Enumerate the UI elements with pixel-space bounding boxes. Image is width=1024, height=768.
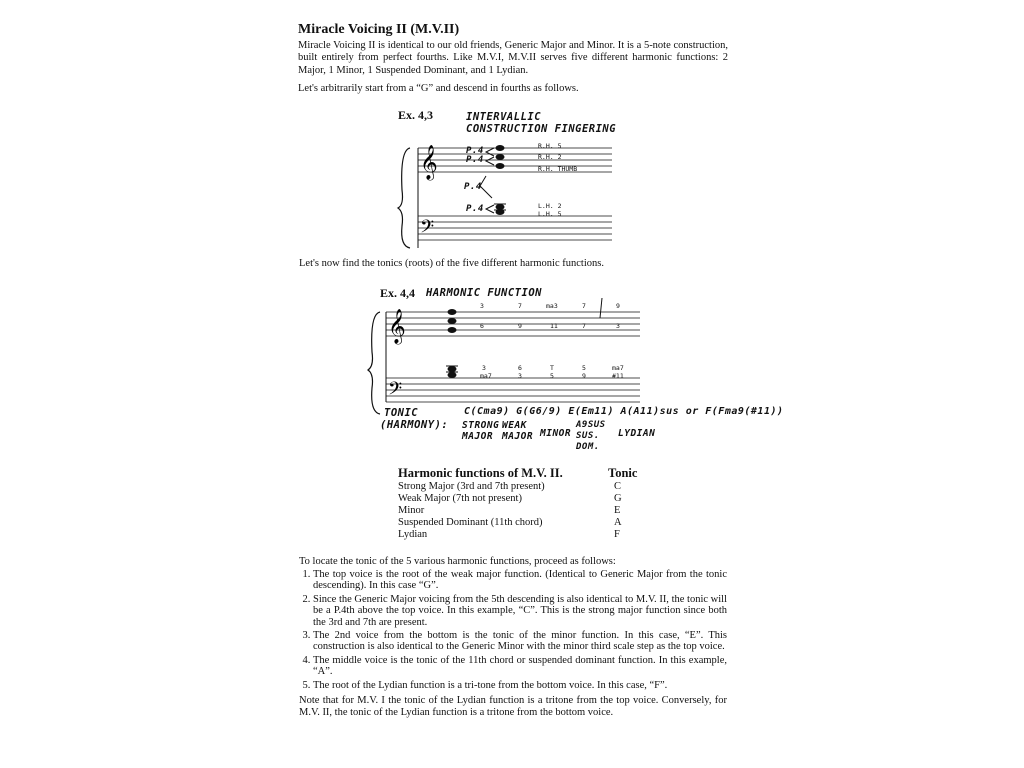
- function-type: MINOR: [540, 428, 572, 439]
- lower-mark-bottom: 3: [518, 372, 522, 380]
- table-row: [398, 517, 648, 529]
- tonic-label: TONIC: [384, 407, 419, 419]
- list-item: 5. The root of the Lydian function is a tri-tone from the bottom voice. In this case, “F”.: [313, 680, 727, 691]
- bass-clef-icon: 𝄢: [420, 217, 435, 242]
- example-intro-paragraph: Let's arbitrarily start from a “G” and descend in fourths as follows.: [298, 83, 579, 95]
- tonic-column-header: Tonic: [608, 466, 638, 480]
- table-title: Harmonic functions of M.V. II.: [398, 466, 563, 480]
- fingering-label: R.H. 2: [538, 153, 562, 161]
- upper-mark-top: 9: [616, 302, 620, 310]
- interval-label: P.4: [466, 146, 484, 156]
- note-head: [448, 366, 457, 372]
- example-4-3-label: Ex. 4,3: [398, 108, 434, 122]
- interval-label: P.4: [464, 182, 482, 192]
- note-head: [448, 372, 457, 378]
- fingering-label: L.H. 2: [538, 202, 562, 210]
- lower-mark-bottom: ma7: [480, 372, 492, 380]
- upper-mark-top: 7: [518, 302, 522, 310]
- lower-mark-bottom: 9: [582, 372, 586, 380]
- list-item: 3. The 2nd voice from the bottom is the tonic of the minor function. In this case, “E”. This construction is also identical to the Generic Minor with the minor third scale step as the top voice.: [313, 630, 727, 653]
- function-type: LYDIAN: [618, 428, 656, 439]
- function-cell: Strong Major (3rd and 7th present): [398, 481, 545, 492]
- list-item: 4. The middle voice is the tonic of the 11th chord or suspended dominant function. In this example, “A”.: [313, 655, 727, 678]
- interval-label: P.4: [466, 204, 484, 214]
- table-header: [398, 466, 648, 481]
- lower-mark-bottom: #11: [612, 372, 624, 380]
- lower-mark-top: ma7: [612, 364, 624, 372]
- note-head: [448, 309, 457, 315]
- upper-mark-top: ma3: [546, 302, 558, 310]
- tonic-cell: E: [614, 505, 621, 516]
- fingering-label: R.H. 5: [538, 142, 562, 150]
- lower-mark-top: T: [550, 364, 554, 372]
- table-row: [398, 481, 648, 493]
- lower-mark-bottom: 5: [550, 372, 554, 380]
- upper-mark-bottom: 3: [616, 322, 620, 330]
- upper-mark-bottom: 6: [480, 322, 484, 330]
- intro-paragraph: Miracle Voicing II is identical to our old friends, Generic Major and Minor. It is a 5-note construction, built entirely from perfect fourths. Like M.V.I, M.V.II serves five different harmonic functions: 2 Major, 1 Minor, 1 Suspended Dominant, and 1 Lydian.: [298, 40, 728, 76]
- closing-note: Note that for M.V. I the tonic of the Lydian function is a tritone from the top voice. Conversely, for M.V. II, the tonic of the Lydian function is a tritone from the bottom voice.: [299, 695, 727, 719]
- fingering-label: L.H. 5: [538, 210, 562, 218]
- function-type: WEAK MAJOR: [502, 420, 534, 442]
- table-row: [398, 529, 648, 541]
- lower-mark-top: 5: [582, 364, 586, 372]
- table-row: [398, 493, 648, 505]
- interval-label: P.4: [466, 155, 484, 165]
- ex44-heading: HARMONIC FUNCTION: [426, 287, 542, 299]
- table-row: [398, 505, 648, 517]
- function-type: STRONG MAJOR: [462, 420, 500, 442]
- example-4-4-label: Ex. 4,4: [380, 286, 416, 300]
- list-item: 2. Since the Generic Major voicing from the 5th descending is also identical to M.V. II, the tonic will be a P.4th above the top voice. In this example, “C”. This is the strong major function since both the 3rd and 7th are present.: [313, 594, 727, 628]
- steps-intro: To locate the tonic of the 5 various harmonic functions, proceed as follows:: [299, 556, 616, 567]
- steps-section: [299, 556, 727, 730]
- steps-list: [299, 569, 727, 691]
- function-cell: Weak Major (7th not present): [398, 493, 522, 504]
- lower-mark-top: 3: [482, 364, 486, 372]
- tonic-chords: C(Cma9) G(G6/9) E(Em11) A(A11)sus or F(Fma9(#11)): [464, 406, 784, 417]
- bass-clef-icon: 𝄢: [388, 379, 403, 404]
- note-head: [448, 327, 457, 333]
- tonic-cell: F: [614, 529, 620, 540]
- tonics-intro-paragraph: Let's now find the tonics (roots) of the five different harmonic functions.: [299, 258, 604, 269]
- harmonic-functions-table: [398, 466, 648, 541]
- harmony-label: (HARMONY):: [380, 419, 449, 431]
- note-head: [448, 318, 457, 324]
- treble-clef-icon: 𝄞: [420, 145, 438, 180]
- tonic-cell: C: [614, 481, 622, 492]
- function-cell: Lydian: [398, 529, 428, 540]
- upper-mark-bottom: 11: [550, 322, 558, 330]
- upper-mark-top: 7: [582, 302, 586, 310]
- function-cell: Suspended Dominant (11th chord): [398, 517, 543, 528]
- treble-clef-icon: 𝄞: [388, 309, 406, 344]
- function-type: A9SUS SUS. DOM.: [576, 420, 606, 452]
- ex43-heading-line1: INTERVALLIC: [466, 111, 542, 123]
- upper-mark-bottom: 7: [582, 322, 586, 330]
- tonic-cell: A: [614, 517, 622, 528]
- function-cell: Minor: [398, 505, 425, 516]
- tonic-cell: G: [614, 493, 622, 504]
- lower-mark-top: 6: [518, 364, 522, 372]
- list-item: 1. The top voice is the root of the weak major function. (Identical to Generic Major from the tonic descending). In this case “G”.: [313, 569, 727, 592]
- page-title: Miracle Voicing II (M.V.II): [298, 22, 460, 37]
- ex43-heading-line2: CONSTRUCTION FINGERING: [466, 123, 617, 135]
- upper-mark-top: 3: [480, 302, 484, 310]
- fingering-label: R.H. THUMB: [538, 165, 578, 173]
- upper-mark-bottom: 9: [518, 322, 522, 330]
